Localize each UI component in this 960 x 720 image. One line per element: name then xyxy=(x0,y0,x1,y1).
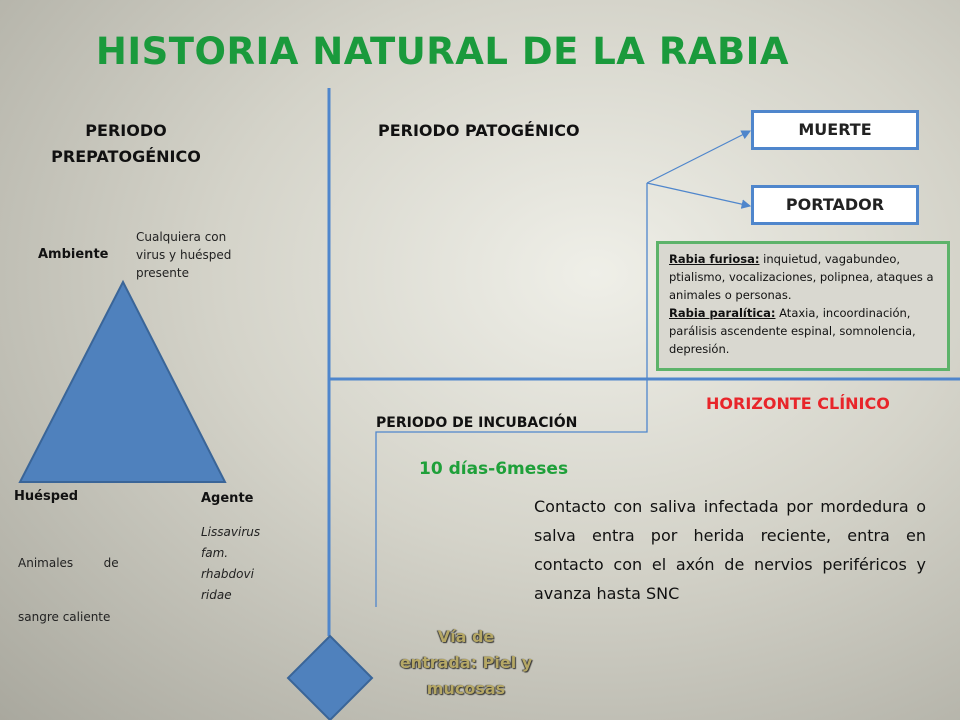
ambiente-desc-line: presente xyxy=(136,266,189,280)
agente-desc-line: rhabdovi xyxy=(201,567,254,581)
agente-description xyxy=(201,522,260,606)
ambiente-desc-line: Cualquiera con xyxy=(136,230,227,244)
rabia-furiosa-item xyxy=(669,250,937,304)
epidemiologic-triad-triangle xyxy=(20,282,225,482)
huesped-desc-line: sangre caliente xyxy=(18,610,111,624)
symptoms-box xyxy=(656,241,950,371)
huesped-description xyxy=(18,518,119,644)
arrow-to-muerte xyxy=(647,131,750,183)
rabia-furiosa-text: inquietud, vagabundeo, ptialismo, vocalizaciones, polipnea, ataques a animales o personas. xyxy=(669,252,934,302)
agente-desc-line: Lissavirus xyxy=(201,525,261,539)
incubation-header: PERIODO DE INCUBACIÓN xyxy=(376,415,578,431)
incubation-time: 10 días-6meses xyxy=(419,459,569,479)
arrow-to-portador xyxy=(647,183,750,206)
muerte-box: MUERTE xyxy=(751,110,919,150)
ambiente-desc-line: virus y huésped xyxy=(136,248,232,262)
page-title: HISTORIA NATURAL DE LA RABIA xyxy=(95,30,790,73)
transmission-description: Contacto con saliva infectada por mordedura o salva entra por herida reciente, entra en contacto con el axón de nervios periféricos y avanza hasta SNC xyxy=(534,497,926,603)
entry-route-label xyxy=(392,624,540,702)
agente-desc-line: ridae xyxy=(201,588,232,602)
agente-label: Agente xyxy=(201,491,254,506)
prepatogenic-header xyxy=(40,118,212,170)
portador-box: PORTADOR xyxy=(751,185,919,225)
rabia-furiosa-label: Rabia furiosa: xyxy=(669,252,760,266)
ambiente-description xyxy=(136,228,231,282)
entry-route-line: Vía de xyxy=(437,627,495,646)
entry-route-line: mucosas xyxy=(426,679,506,698)
agente-desc-line: fam. xyxy=(201,546,229,560)
prepatogenic-header-line2: PREPATOGÉNICO xyxy=(51,147,201,166)
huesped-desc-line: Animales de xyxy=(18,556,119,570)
rabia-paralitica-item xyxy=(669,304,937,358)
rabia-paralitica-label: Rabia paralítica: xyxy=(669,306,776,320)
rabia-paralitica-text: Ataxia, incoordinación, parálisis ascendente espinal, somnolencia, depresión. xyxy=(669,306,916,356)
prepatogenic-header-line1: PERIODO xyxy=(85,121,167,140)
clinical-horizon-label: HORIZONTE CLÍNICO xyxy=(706,394,890,413)
entry-diamond xyxy=(288,636,372,720)
pathogenic-header: PERIODO PATOGÉNICO xyxy=(378,121,580,140)
huesped-label: Huésped xyxy=(14,489,79,504)
ambiente-label: Ambiente xyxy=(38,247,109,262)
entry-route-line: entrada: Piel y xyxy=(399,653,533,672)
